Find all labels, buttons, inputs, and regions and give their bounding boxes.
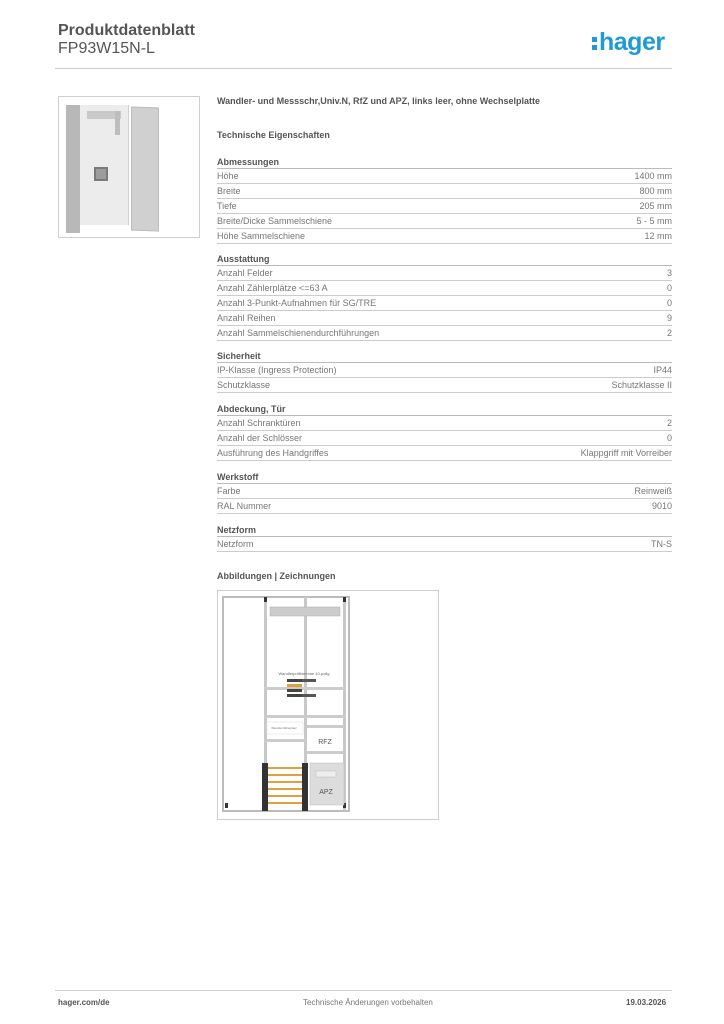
spec-row: Anzahl Zählerplätze <=63 A 0 [217, 281, 672, 296]
svg-text:Wandlerzählerplatz: Wandlerzählerplatz [271, 726, 297, 730]
spec-row: RAL Nummer 9010 [217, 499, 672, 514]
section-netzform [217, 524, 672, 552]
cabinet-layout-drawing-icon [218, 591, 438, 819]
technical-drawing [217, 590, 439, 820]
page-title: Produktdatenblatt [58, 22, 195, 39]
illustrations-title: Abbildungen | Zeichnungen [217, 571, 336, 581]
section-heading: Abmessungen [217, 156, 672, 169]
spec-row: Höhe Sammelschiene 12 mm [217, 229, 672, 244]
product-photo [58, 96, 200, 238]
cabinet-slot [115, 111, 120, 135]
hager-logo: hager [599, 28, 665, 56]
svg-text:APZ: APZ [319, 789, 333, 796]
spec-row: Farbe Reinweiß [217, 484, 672, 499]
section-abdeckung-tuer [217, 403, 672, 461]
footer-divider [55, 990, 672, 991]
article-number: FP93W15N-L [58, 40, 155, 57]
section-heading: Abdeckung, Tür [217, 403, 672, 416]
section-ausstattung [217, 253, 672, 341]
spec-row: Breite 800 mm [217, 184, 672, 199]
footer-notice: Technische Änderungen vorbehalten [303, 998, 433, 1007]
spec-row: Ausführung des Handgriffes Klappgriff mit Vorreiber [217, 446, 672, 461]
spec-row: Breite/Dicke Sammelschiene 5 - 5 mm [217, 214, 672, 229]
spec-row: Anzahl Sammelschienendurchführungen 2 [217, 326, 672, 341]
svg-text:Wandlerprüfklemme 10-polig: Wandlerprüfklemme 10-polig [278, 671, 330, 676]
footer-date: 19.03.2026 [626, 998, 667, 1007]
section-heading: Ausstattung [217, 253, 672, 266]
website-link[interactable]: hager.com/de [58, 998, 110, 1007]
section-heading: Werkstoff [217, 471, 672, 484]
section-sicherheit [217, 350, 672, 393]
spec-row: IP-Klasse (Ingress Protection) IP44 [217, 363, 672, 378]
spec-row: Anzahl der Schlösser 0 [217, 431, 672, 446]
section-werkstoff [217, 471, 672, 514]
spec-row: Tiefe 205 mm [217, 199, 672, 214]
spec-row: Anzahl Schranktüren 2 [217, 416, 672, 431]
svg-text:RFZ: RFZ [318, 739, 332, 746]
cabinet-door-icon [131, 107, 159, 232]
cabinet-body-icon [80, 105, 129, 225]
header-divider [55, 68, 672, 69]
product-description: Wandler- und Messschr,Univ.N, RfZ und APZ, links leer, ohne Wechselplatte [217, 96, 541, 106]
spec-row: Anzahl Reihen 9 [217, 311, 672, 326]
spec-row: Schutzklasse Schutzklasse II [217, 378, 672, 393]
spec-row: Höhe 1400 mm [217, 169, 672, 184]
spec-row: Netzform TN-S [217, 537, 672, 552]
section-abmessungen [217, 156, 672, 244]
section-heading: Sicherheit [217, 350, 672, 363]
cabinet-side-icon [66, 105, 80, 233]
spec-row: Anzahl 3-Punkt-Aufnahmen für SG/TRE 0 [217, 296, 672, 311]
cabinet-meter-window [94, 167, 108, 181]
section-heading: Netzform [217, 524, 672, 537]
technical-properties-title: Technische Eigenschaften [217, 130, 330, 140]
spec-row: Anzahl Felder 3 [217, 266, 672, 281]
